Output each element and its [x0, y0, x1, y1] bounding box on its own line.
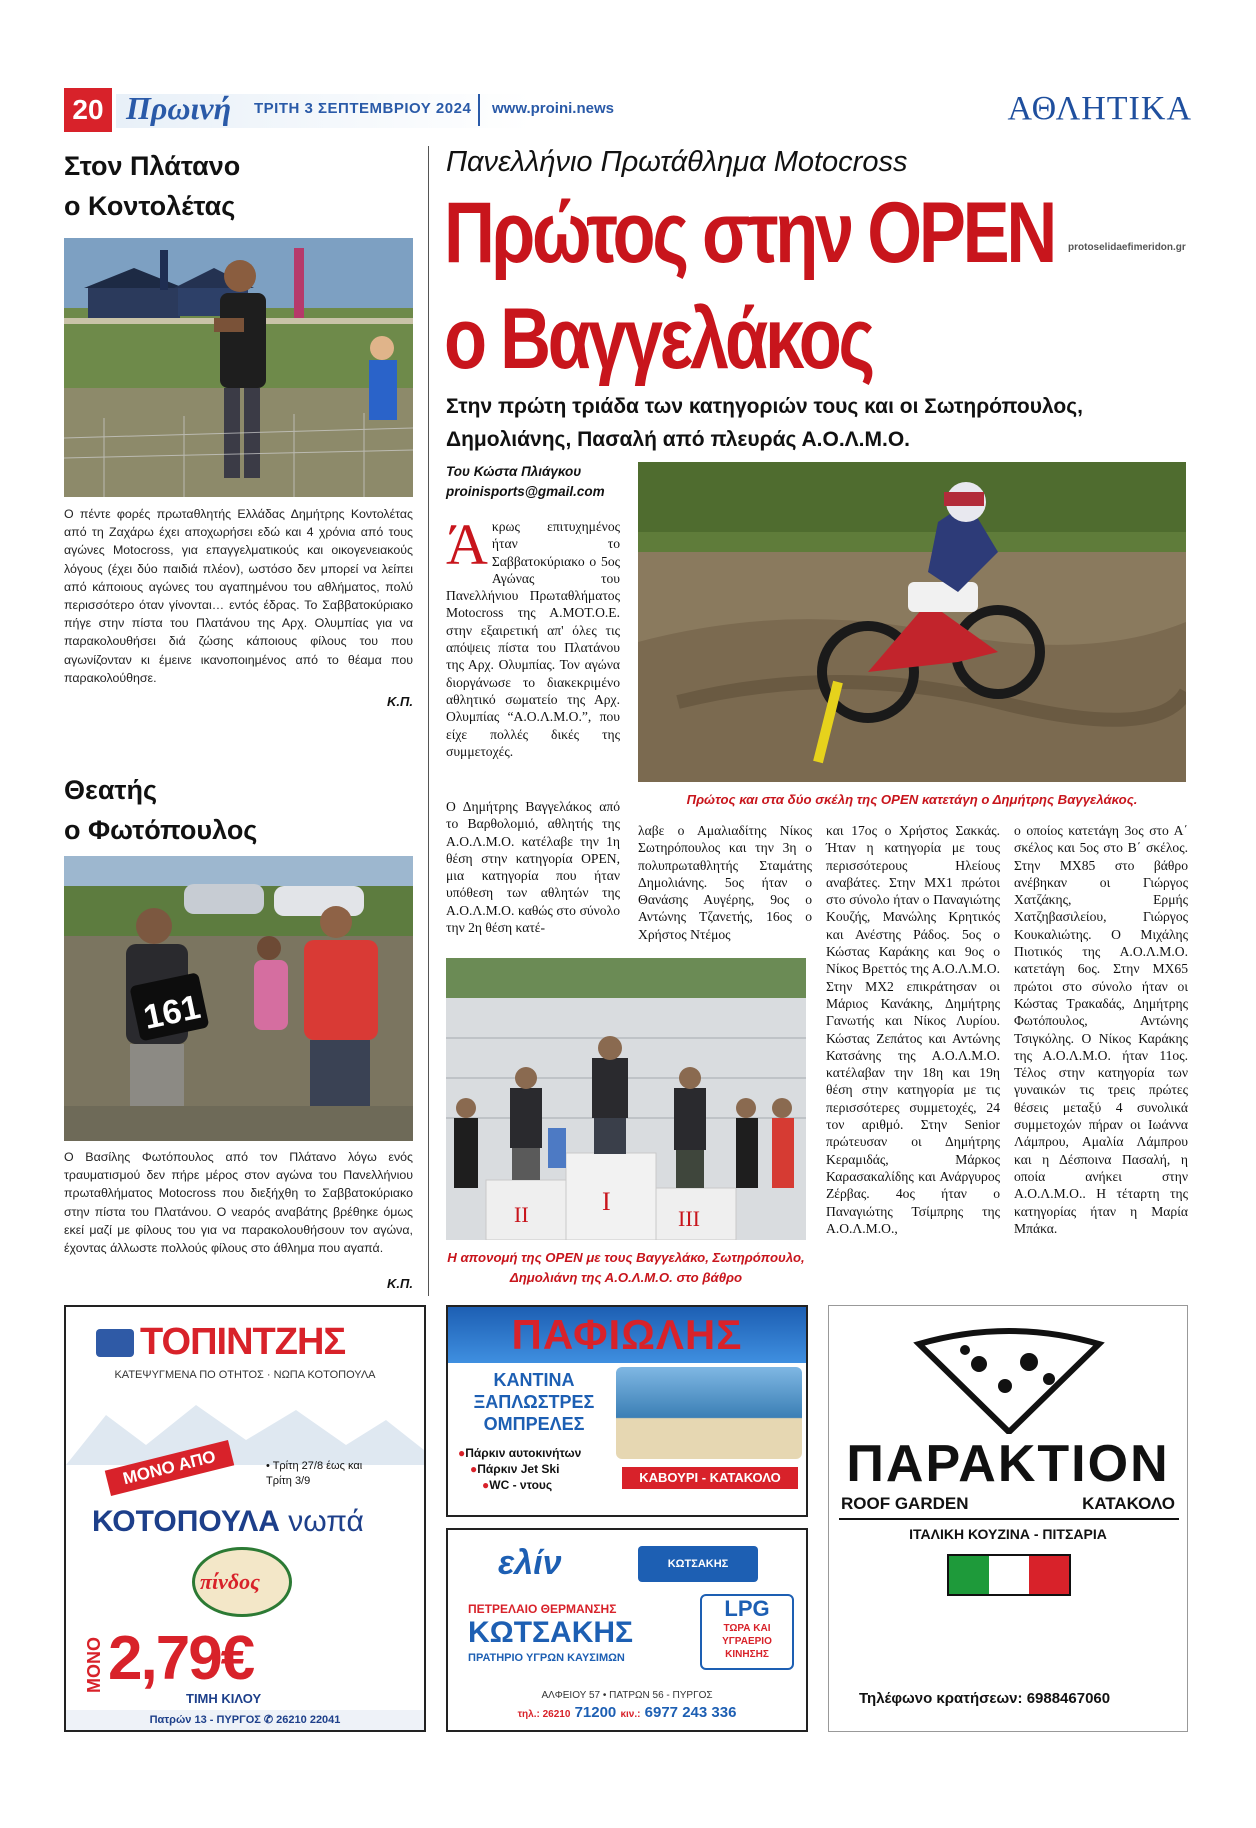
- price-mono: ΜΟΝΟ: [84, 1637, 104, 1693]
- phone1[interactable]: 71200: [574, 1704, 617, 1721]
- plate-number: 161: [140, 987, 204, 1037]
- motocross-photo: [638, 462, 1186, 782]
- price-unit: ΤΙΜΗ ΚΙΛΟΥ: [186, 1691, 262, 1706]
- mountain-graphic: [66, 1395, 424, 1465]
- phone2[interactable]: 6977 243 336: [644, 1704, 737, 1721]
- truck-icon: [638, 1546, 758, 1582]
- story2-heading-line2: ο Φωτόπουλος: [64, 815, 258, 845]
- section-title: ΑΘΛΗΤΙΚΑ: [1007, 90, 1192, 127]
- article-kicker: Πανελλήνιο Πρωτάθλημα Motocross: [446, 146, 908, 178]
- pafiolis-line2: ΞΑΠΛΩΣΤΡΕΣ: [473, 1392, 595, 1412]
- story1-caption: Ο πέντε φορές πρωταθλητής Ελλάδας Δημήτρης Κοντολέτας από τη Ζαχάρω έχει αποχωρήσει εδώ και 4 χρόνια από τους αγώνες Motocross, για επαγγελματικούς και οικογενειακούς λόγους (έχει δύο παιδιά πλέον), ωστόσο δεν μπορεί να λείπει από κάποιους αγώνες του αγαπημένου του αθλήματος, πολύ περισσότερο όταν γίνονται… εντός έδρας. Το Σαββατοκύριακο πήγε στην πίστα του Πλατάνου της Αρχ. Ολυμπίας για να παρακολουθήσει διά ζώσης κάποιους φίλους του που αγωνίζονταν κι έμεινε ικανοποιημένος από το θέαμα που παρακολούθησε.: [64, 507, 413, 685]
- podium-second: II: [514, 1202, 529, 1227]
- kotsakis-line1: ΠΕΤΡΕΛΑΙΟ ΘΕΡΜΑΝΣΗΣ: [468, 1602, 617, 1616]
- pindos-brand: πίνδος: [200, 1569, 260, 1594]
- podium-first: I: [602, 1187, 611, 1216]
- drop-cap: Ά: [446, 512, 488, 577]
- reservation-phone[interactable]: 6988467060: [1026, 1690, 1111, 1707]
- motocross-photo-image: [638, 462, 1186, 782]
- phone-label: Τηλέφωνο κρατήσεων:: [859, 1690, 1023, 1707]
- truck-label: ΚΩΤΣΑΚΗΣ: [667, 1558, 729, 1570]
- page-number: 20: [64, 88, 112, 132]
- issue-date: ΤΡΙΤΗ 3 ΣΕΠΤΕΜΒΡΙΟΥ 2024: [254, 100, 472, 117]
- phone1-label: τηλ.: 26210: [517, 1709, 571, 1720]
- topintzis-product: [92, 1505, 364, 1539]
- pizza-icon: [909, 1324, 1109, 1434]
- kotsakis-address: ΑΛΦΕΙΟΥ 57 • ΠΑΤΡΩΝ 56 - ΠΥΡΓΟΣ: [541, 1690, 713, 1701]
- bullet-wc: ●WC - ντους: [482, 1478, 553, 1492]
- header-divider: [478, 94, 480, 126]
- topintzis-logo-icon: [96, 1329, 134, 1357]
- website-link[interactable]: www.proini.news: [492, 100, 614, 117]
- kotsakis-ad[interactable]: [446, 1528, 808, 1732]
- pafiolis-location: ΚΑΒΟΥΡΙ - ΚΑΤΑΚΟΛΟ: [622, 1467, 798, 1489]
- lpg-sub: ΤΩΡΑ ΚΑΙ ΥΓΡΑΕΡΙΟ ΚΙΝΗΣΗΣ: [722, 1623, 772, 1660]
- paraktion-cuisine: ΙΤΑΛΙΚΗ ΚΟΥΖΙΝΑ - ΠΙΤΣΑΡΙΑ: [909, 1526, 1107, 1542]
- pafiolis-line3: ΟΜΠΡΕΛΕΣ: [483, 1414, 585, 1434]
- beach-photo: [616, 1367, 802, 1459]
- topintzis-tagline: ΚΑΤΕΨΥΓΜΕΝΑ ΠΟ ΟΤΗΤΟΣ · ΝΩΠΑ ΚΟΤΟΠΟΥΛΑ: [114, 1369, 376, 1381]
- story1-signature: Κ.Π.: [387, 694, 413, 709]
- phone2-label: κιν.:: [620, 1709, 641, 1720]
- paraktion-name: ΠΑΡΑΚΤΙΟΝ: [846, 1435, 1170, 1493]
- headline-line1: Πρώτος στην OPEN: [444, 185, 1054, 281]
- paragraph-2: Ο Δημήτρης Βαγγελάκος από το Βαρθολομιό, αθλητής της Α.Ο.Λ.Μ.Ο. κατέλαβε την 1η θέση στην κατηγορία OPEN, μια κατηγορία που ήταν υπόθεση των αθλητών της Α.Ο.Λ.Μ.Ο. καθώς στο σύνολο την 2η θέση κατέ-: [446, 799, 620, 936]
- story2-caption: Ο Βασίλης Φωτόπουλος από τον Πλάτανο λόγω ενός τραυματισμού δεν πήρε μέρος στον αγώνα του Πανελλήνιου πρωταθλήματος Motocross που διεξήχθη το Σαββατοκύριακο στην πίστα του Πλατάνου. Ο νεαρός αναβάτης βρέθηκε όμως εκεί μαζί με φίλους του για να παρακολουθήσουν τον αγώνα, έχοντας άλλωστε πολλούς φίλους στο άθλημα που αγαπά.: [64, 1150, 413, 1256]
- podium-photo-image: [446, 958, 806, 1240]
- article-column-1: [446, 512, 620, 760]
- fotopoulos-photo: [64, 856, 413, 1141]
- column-divider: [428, 146, 429, 1296]
- product-name: ΚΟΤΟΠΟΥΛΑ: [92, 1505, 280, 1538]
- bullet-jetski: ●Πάρκιν Jet Ski: [470, 1462, 560, 1476]
- lpg-box: [700, 1594, 794, 1670]
- article-column-3: και 17ος ο Χρήστος Σακκάς. Ήταν η κατηγορία με τους περισσότερους Ηλείους αναβάτες. Στην MX1 πρώτοι στο σύνολο ήταν ο Παναγιώτης Κουζής, Μανώλης Κρητικός και Ανέστης Ράδος. 5ος ο Κώστας Καράκης και 9ος ο Νίκος Βρεττός της Α.Ο.Λ.Μ.Ο. Στην MX2 επικράτησαν οι Μάριος Κανάκης, Δημήτρης Γανωτής και Νίκος Λυρίου. Κώστας Ζεπάτος και Αντώνης Κατσάνης της Α.Ο.Λ.Μ.Ο. κατέλαβαν την 18η και 19η θέση στην κατηγορία με τις περισσότερες συμμετοχές, 24 τον αριθμό. Στην Senior πρώτευσαν οι Δημήτρης Κεραμιδάς, Μάρκος Καρασακαλίδης και Ανάργυρος Ζέρβας. 4ος ήταν ο Παναγιώτης Τσίμπρης της Α.Ο.Λ.Μ.Ο.,: [826, 823, 1000, 1236]
- product-suffix: νωπά: [288, 1505, 364, 1538]
- kotsakis-name: ΚΩΤΣΑΚΗΣ: [468, 1616, 634, 1649]
- topintzis-banner: ΜΟΝΟ ΑΠΟ: [105, 1440, 234, 1496]
- paraktion-location: ΚΑΤΑΚΟΛΟ: [1082, 1494, 1175, 1513]
- byline: [446, 462, 605, 502]
- paraktion-phone-line: [859, 1690, 1110, 1707]
- article-column-4: ο οποίος κατετάγη 3ος στο Α΄ σκέλος και 5ος στο Β΄ σκέλος. Στην MX85 στο βάθρο ανέβηκαν οι Γιώργος Χατζάκης, Ερμής Χατζηβασιλείου, Γιώργος Κουκαλιώτης. Ο Μιχάλης Πιοτικός της Α.Ο.Λ.Μ.Ο. κατετάγη 6ος. Στην MX65 πρώτοι στο σύνολο ήταν οι Κώστας Τρακαδάς, Δημήτρης Φωτόπουλος, Αντώνης Τσιγκόλης. Ο Νίκος Καράκης της Α.Ο.Λ.Μ.Ο. ήταν 11ος. Τέλος στην κατηγορία των γυναικών τις τρεις πρώτες θέσεις μεταξύ 4 συνολικά συμμετοχών πήραν οι Ιωάννα Λάμπρου, Αμαλία Λάμπρου και η Δέσποινα Πασαλή, η οποία ανήκει στην Α.Ο.Λ.Μ.Ο.. Η τέταρτη της κατηγορίας ήταν η Μαρία Μπάκα.: [1014, 823, 1188, 1236]
- fotopoulos-photo-image: [64, 856, 413, 1141]
- podium-photo: [446, 958, 806, 1240]
- topintzis-name: ΤΟΠΙΝΤΖΗΣ: [140, 1321, 346, 1363]
- paraktion-ad[interactable]: [828, 1305, 1188, 1732]
- topintzis-dates: • Τρίτη 27/8 έως και Τρίτη 3/9: [266, 1460, 363, 1487]
- pafiolis-services: [464, 1369, 604, 1435]
- kotsakis-phones: [448, 1704, 806, 1721]
- article-column-2: λαβε ο Αμαλιαδίτης Νίκος Σωτηρόπουλος και την 3η ο πολυπρωταθλητής Σταμάτης Δημολιάνης. 5ος ήταν ο Θανάσης Αυγέρης, 9ος ο Αντώνης Τζανετής, 16ος ο Χρήστος Ντέμος: [638, 823, 812, 942]
- bullet-parking: ●Πάρκιν αυτοκινήτων: [458, 1446, 582, 1460]
- story1-heading-line2: ο Κοντολέτας: [64, 191, 236, 221]
- main-photo-caption: Πρώτος και στα δύο σκέλη της OPEN κατετάγη ο Δημήτρης Βαγγελάκος.: [686, 792, 1138, 807]
- pafiolis-line1: ΚΑΝΤΙΝΑ: [493, 1370, 575, 1390]
- italian-flag-icon: [947, 1554, 1071, 1596]
- pafiolis-name: ΠΑΦΙΩΛΗΣ: [448, 1307, 806, 1363]
- story2-heading: [64, 770, 257, 850]
- kontoletas-photo-image: [64, 238, 413, 497]
- podium-caption: Η απονομή της OPEN με τους Βαγγελάκο, Σωτηρόπουλο, Δημολιάνη της Α.Ο.Λ.Μ.Ο. στο βάθρο: [447, 1250, 805, 1285]
- price: 2,79€: [108, 1624, 254, 1693]
- podium-third: III: [678, 1206, 700, 1231]
- pafiolis-ad[interactable]: [446, 1305, 808, 1517]
- page-header: [64, 88, 1192, 132]
- author-email[interactable]: proinisports@gmail.com: [446, 484, 605, 499]
- paraktion-divider: [839, 1518, 1179, 1520]
- kotsakis-line2: ΠΡΑΤΗΡΙΟ ΥΓΡΩΝ ΚΑΥΣΙΜΩΝ: [468, 1652, 625, 1664]
- elin-logo: ελίν: [498, 1544, 562, 1582]
- story1-heading: [64, 146, 240, 226]
- topintzis-contact: Πατρών 13 - ΠΥΡΓΟΣ ✆ 26210 22041: [66, 1710, 424, 1730]
- roof-garden: ROOF GARDEN: [841, 1494, 969, 1513]
- topintzis-ad[interactable]: [64, 1305, 426, 1732]
- author-name: Του Κώστα Πλιάγκου: [446, 464, 582, 479]
- source-watermark: protoselidaefimeridon.gr: [1068, 242, 1186, 253]
- newspaper-brand: Πρωινή: [126, 90, 232, 126]
- story2-heading-line1: Θεατής: [64, 775, 157, 805]
- lpg-label: LPG: [724, 1596, 770, 1621]
- story1-heading-line1: Στον Πλάτανο: [64, 151, 241, 181]
- story2-signature: Κ.Π.: [387, 1276, 413, 1291]
- article-subtitle: Στην πρώτη τριάδα των κατηγοριών τους και οι Σωτηρόπουλος, Δημολιάνης, Πασαλή από πλευράς Α.Ο.Λ.Μ.Ο.: [446, 395, 1083, 451]
- paragraph-1: κρως επιτυχημένος ήταν το Σαββατοκύριακο ο 5ος Αγώνας του Πανελλήνιου Πρωταθλήματος Motocross της Α.ΜΟΤ.Ο.Ε. στην εξαιρετική απ' όλες τις απόψεις πίστα του Πλατάνου της Αρχ. Ολυμπίας. Τον αγώνα διοργάνωσε το διακεκριμένο αθλητικό σωματείο της Αρχ. Ολυμπίας “Α.Ο.Λ.Μ.Ο.”, που είχε πολλές δικές της συμμετοχές.: [446, 519, 620, 759]
- headline-line2: ο Βαγγελάκος: [444, 291, 872, 387]
- pafiolis-bullets: [458, 1445, 581, 1493]
- kontoletas-photo: [64, 238, 413, 497]
